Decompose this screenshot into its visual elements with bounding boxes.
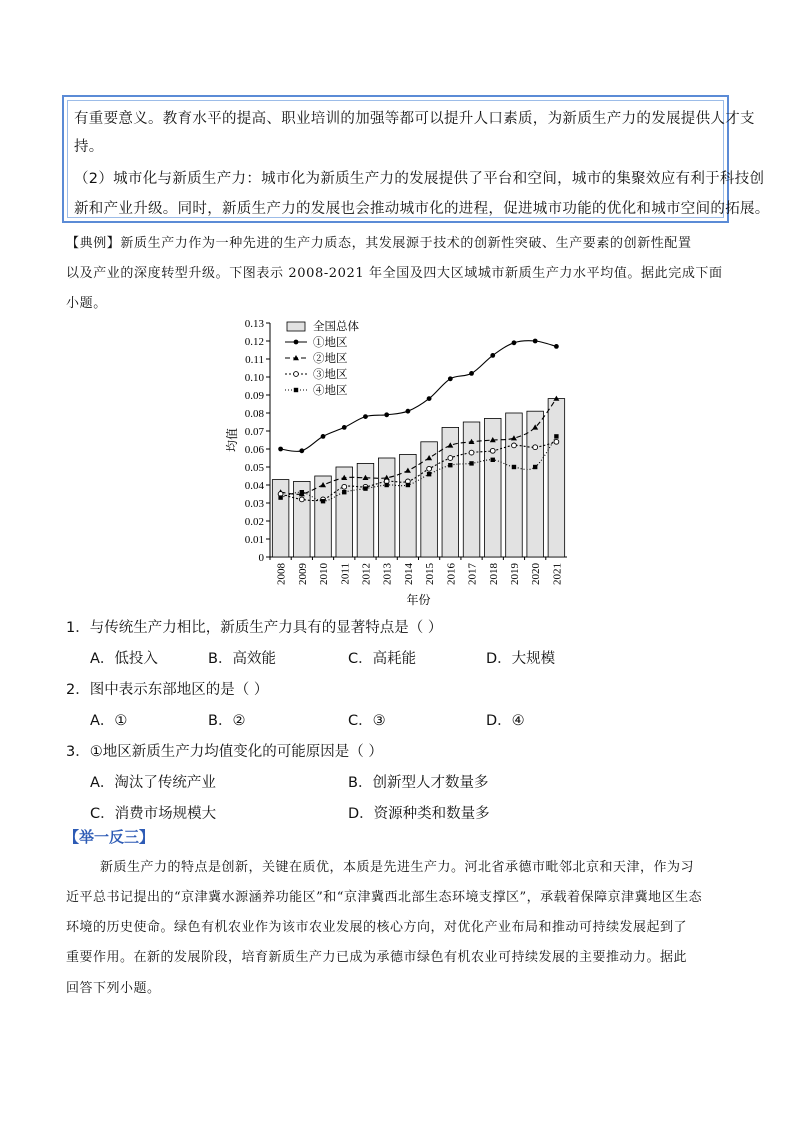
x-tick-label: 2020 xyxy=(530,563,543,585)
point-series-4-2019 xyxy=(512,465,516,469)
bar-2015 xyxy=(421,442,438,557)
point-series-2-2011 xyxy=(341,475,347,480)
series-line-4 xyxy=(281,436,557,501)
point-series-1-2012 xyxy=(363,414,368,419)
x-axis-label: 年份 xyxy=(406,593,431,607)
y-axis-label: 均值 xyxy=(225,427,239,453)
point-series-2-2009 xyxy=(299,491,305,496)
passage-line-2: 近平总书记提出的“京津冀水源涵养功能区”和“京津冀西北部生态环境支撑区”，承载着保障京津冀地区生态 xyxy=(66,890,703,905)
bar-2014 xyxy=(400,454,417,557)
y-tick-label: 0.09 xyxy=(244,390,264,402)
point-series-1-2018 xyxy=(490,353,495,358)
bar-2008 xyxy=(272,480,289,557)
y-tick-label: 0.01 xyxy=(244,534,264,546)
point-series-1-2013 xyxy=(384,412,389,417)
point-series-2-2014 xyxy=(405,468,411,473)
question-2-stem: 2．图中表示东部地区的是（ ） xyxy=(66,682,269,698)
point-series-3-2017 xyxy=(469,450,474,455)
bar-2019 xyxy=(506,413,523,557)
point-series-2-2015 xyxy=(426,455,432,460)
y-tick-label: 0.11 xyxy=(245,354,264,366)
point-series-3-2016 xyxy=(448,456,453,461)
x-tick-label: 2019 xyxy=(508,563,521,585)
box-line-4: 新和产业升级。同时，新质生产力的发展也会推动城市化的进程，促进城市功能的优化和城市空间的拓展。 xyxy=(74,201,770,217)
point-series-2-2018 xyxy=(490,437,496,442)
passage-line-3: 环境的历史使命。绿色有机农业作为该市农业发展的核心方向，对优化产业布局和推动可持续发展起到了 xyxy=(66,920,688,935)
y-tick-label: 0.03 xyxy=(244,498,264,510)
y-tick-label: 0.13 xyxy=(244,318,264,330)
question-1-option-d[interactable]: D．大规模 xyxy=(486,651,556,667)
point-series-1-2008 xyxy=(278,447,283,452)
y-tick-label: 0.07 xyxy=(244,426,264,438)
series-line-3 xyxy=(281,442,557,501)
point-series-2-2008 xyxy=(278,489,284,494)
question-1-option-a[interactable]: A．低投入 xyxy=(90,651,158,667)
point-series-2-2012 xyxy=(362,475,368,480)
point-series-3-2020 xyxy=(533,445,538,450)
point-series-4-2017 xyxy=(469,461,473,465)
question-3-option-c[interactable]: C．消费市场规模大 xyxy=(90,806,217,822)
point-series-4-2018 xyxy=(491,458,495,462)
x-tick-label: 2021 xyxy=(551,563,564,585)
point-series-3-2021 xyxy=(554,439,559,444)
legend-label-4: ④地区 xyxy=(313,385,348,397)
point-series-4-2010 xyxy=(321,499,325,503)
x-tick-label: 2010 xyxy=(318,563,331,585)
bar-2018 xyxy=(484,418,501,557)
x-tick-label: 2017 xyxy=(466,563,479,585)
point-series-3-2018 xyxy=(490,448,495,453)
point-series-1-2014 xyxy=(405,409,410,414)
passage-line-1: 新质生产力的特点是创新，关键在质优，本质是先进生产力。河北省承德市毗邻北京和天津，作为习 xyxy=(100,860,695,875)
point-series-2-2021 xyxy=(553,396,559,401)
bar-2010 xyxy=(315,476,332,557)
point-series-3-2015 xyxy=(427,466,432,471)
legend-label-0: 全国总体 xyxy=(313,321,359,333)
question-2-option-c[interactable]: C．③ xyxy=(348,713,386,729)
series-line-2 xyxy=(281,399,557,495)
point-series-1-2020 xyxy=(533,339,538,344)
point-series-2-2016 xyxy=(447,442,453,447)
point-series-4-2012 xyxy=(363,486,367,490)
bar-2009 xyxy=(294,481,311,557)
passage-line-4: 重要作用。在新的发展阶段，培育新质生产力已成为承德市绿色有机农业可持续发展的主要推动力。据此 xyxy=(66,950,688,965)
question-1-stem: 1．与传统生产力相比，新质生产力具有的显著特点是（ ） xyxy=(66,620,443,636)
point-series-4-2016 xyxy=(448,463,452,467)
legend-label-1: ①地区 xyxy=(313,337,348,349)
x-tick-label: 2008 xyxy=(275,563,288,585)
question-2-option-b[interactable]: B．② xyxy=(208,713,246,729)
box-line-3: （2）城市化与新质生产力：城市化为新质生产力的发展提供了平台和空间，城市的集聚效应有利于科技创 xyxy=(74,171,765,187)
passage-line-5: 回答下列小题。 xyxy=(66,981,161,996)
example-line-2: 以及产业的深度转型升级。下图表示 2008-2021 年全国及四大区域城市新质生产力水平均值。据此完成下面 xyxy=(66,266,723,281)
point-series-4-2020 xyxy=(533,465,537,469)
point-series-1-2017 xyxy=(469,371,474,376)
point-series-1-2019 xyxy=(512,340,517,345)
example-line-3: 小题。 xyxy=(66,296,107,311)
point-series-4-2014 xyxy=(406,483,410,487)
y-tick-label: 0.04 xyxy=(244,480,264,492)
point-series-3-2008 xyxy=(278,492,283,497)
point-series-1-2010 xyxy=(321,434,326,439)
question-3-stem: 3．①地区新质生产力均值变化的可能原因是（ ） xyxy=(66,744,383,760)
legend-label-3: ③地区 xyxy=(313,369,348,381)
point-series-3-2011 xyxy=(342,484,347,489)
point-series-2-2019 xyxy=(511,435,517,440)
box-line-1: 有重要意义。教育水平的提高、职业培训的加强等都可以提升人口素质，为新质生产力的发展提供人才支 xyxy=(74,111,755,127)
legend-label-2: ②地区 xyxy=(313,353,348,365)
y-tick-label: 0.02 xyxy=(244,516,264,528)
point-series-2-2020 xyxy=(532,424,538,429)
legend-marker-1 xyxy=(294,340,299,345)
legend-marker-3 xyxy=(294,372,299,377)
bar-2017 xyxy=(463,422,480,557)
point-series-1-2016 xyxy=(448,376,453,381)
point-series-3-2010 xyxy=(321,497,326,502)
question-3-option-d[interactable]: D．资源种类和数量多 xyxy=(348,806,490,822)
point-series-4-2015 xyxy=(427,472,431,476)
point-series-3-2013 xyxy=(384,479,389,484)
x-tick-label: 2011 xyxy=(339,563,352,585)
y-tick-label: 0.06 xyxy=(244,444,264,456)
y-tick-label: 0.12 xyxy=(244,336,264,348)
point-series-4-2009 xyxy=(300,490,304,494)
legend-marker-2 xyxy=(293,355,299,360)
point-series-2-2017 xyxy=(469,439,475,444)
point-series-4-2021 xyxy=(554,434,558,438)
legend-swatch-bar xyxy=(287,322,305,331)
legend-marker-4 xyxy=(294,388,298,392)
bar-2012 xyxy=(357,463,374,557)
example-line-1: 【典例】新质生产力作为一种先进的生产力质态，其发展源于技术的创新性突破、生产要素的创新性配置 xyxy=(66,236,692,251)
x-tick-label: 2009 xyxy=(296,563,309,585)
x-tick-label: 2014 xyxy=(402,563,415,585)
bar-2013 xyxy=(378,458,395,557)
bar-2020 xyxy=(527,411,544,557)
y-tick-label: 0.10 xyxy=(244,372,264,384)
bar-2016 xyxy=(442,427,459,557)
question-3-option-b[interactable]: B．创新型人才数量多 xyxy=(348,775,489,791)
question-2-option-d[interactable]: D．④ xyxy=(486,713,525,729)
point-series-3-2009 xyxy=(299,497,304,502)
question-1-option-c[interactable]: C．高耗能 xyxy=(348,651,417,667)
box-line-2: 持。 xyxy=(74,139,104,155)
question-2-option-a[interactable]: A．① xyxy=(90,713,128,729)
x-tick-label: 2016 xyxy=(445,563,458,585)
x-tick-label: 2018 xyxy=(487,563,500,585)
point-series-4-2011 xyxy=(342,490,346,494)
bar-2021 xyxy=(548,399,565,557)
section-title: 【举一反三】 xyxy=(64,828,155,846)
y-tick-label: 0.08 xyxy=(244,408,264,420)
point-series-1-2015 xyxy=(427,396,432,401)
point-series-1-2009 xyxy=(299,448,304,453)
series-line-1 xyxy=(281,341,557,452)
y-tick-label: 0.05 xyxy=(244,462,264,474)
question-1-option-b[interactable]: B．高效能 xyxy=(208,651,276,667)
point-series-4-2008 xyxy=(278,495,282,499)
bar-2011 xyxy=(336,467,353,557)
point-series-2-2013 xyxy=(384,475,390,480)
point-series-4-2013 xyxy=(384,483,388,487)
point-series-3-2014 xyxy=(405,479,410,484)
x-tick-label: 2013 xyxy=(381,563,394,585)
x-tick-label: 2015 xyxy=(424,563,437,585)
highlight-box xyxy=(62,95,770,223)
point-series-1-2011 xyxy=(342,425,347,430)
y-tick-label: 0 xyxy=(258,552,264,564)
x-tick-label: 2012 xyxy=(360,563,373,585)
point-series-2-2010 xyxy=(320,482,326,487)
point-series-3-2012 xyxy=(363,484,368,489)
point-series-3-2019 xyxy=(512,443,517,448)
point-series-1-2021 xyxy=(554,344,559,349)
question-3-option-a[interactable]: A．淘汰了传统产业 xyxy=(90,775,216,791)
